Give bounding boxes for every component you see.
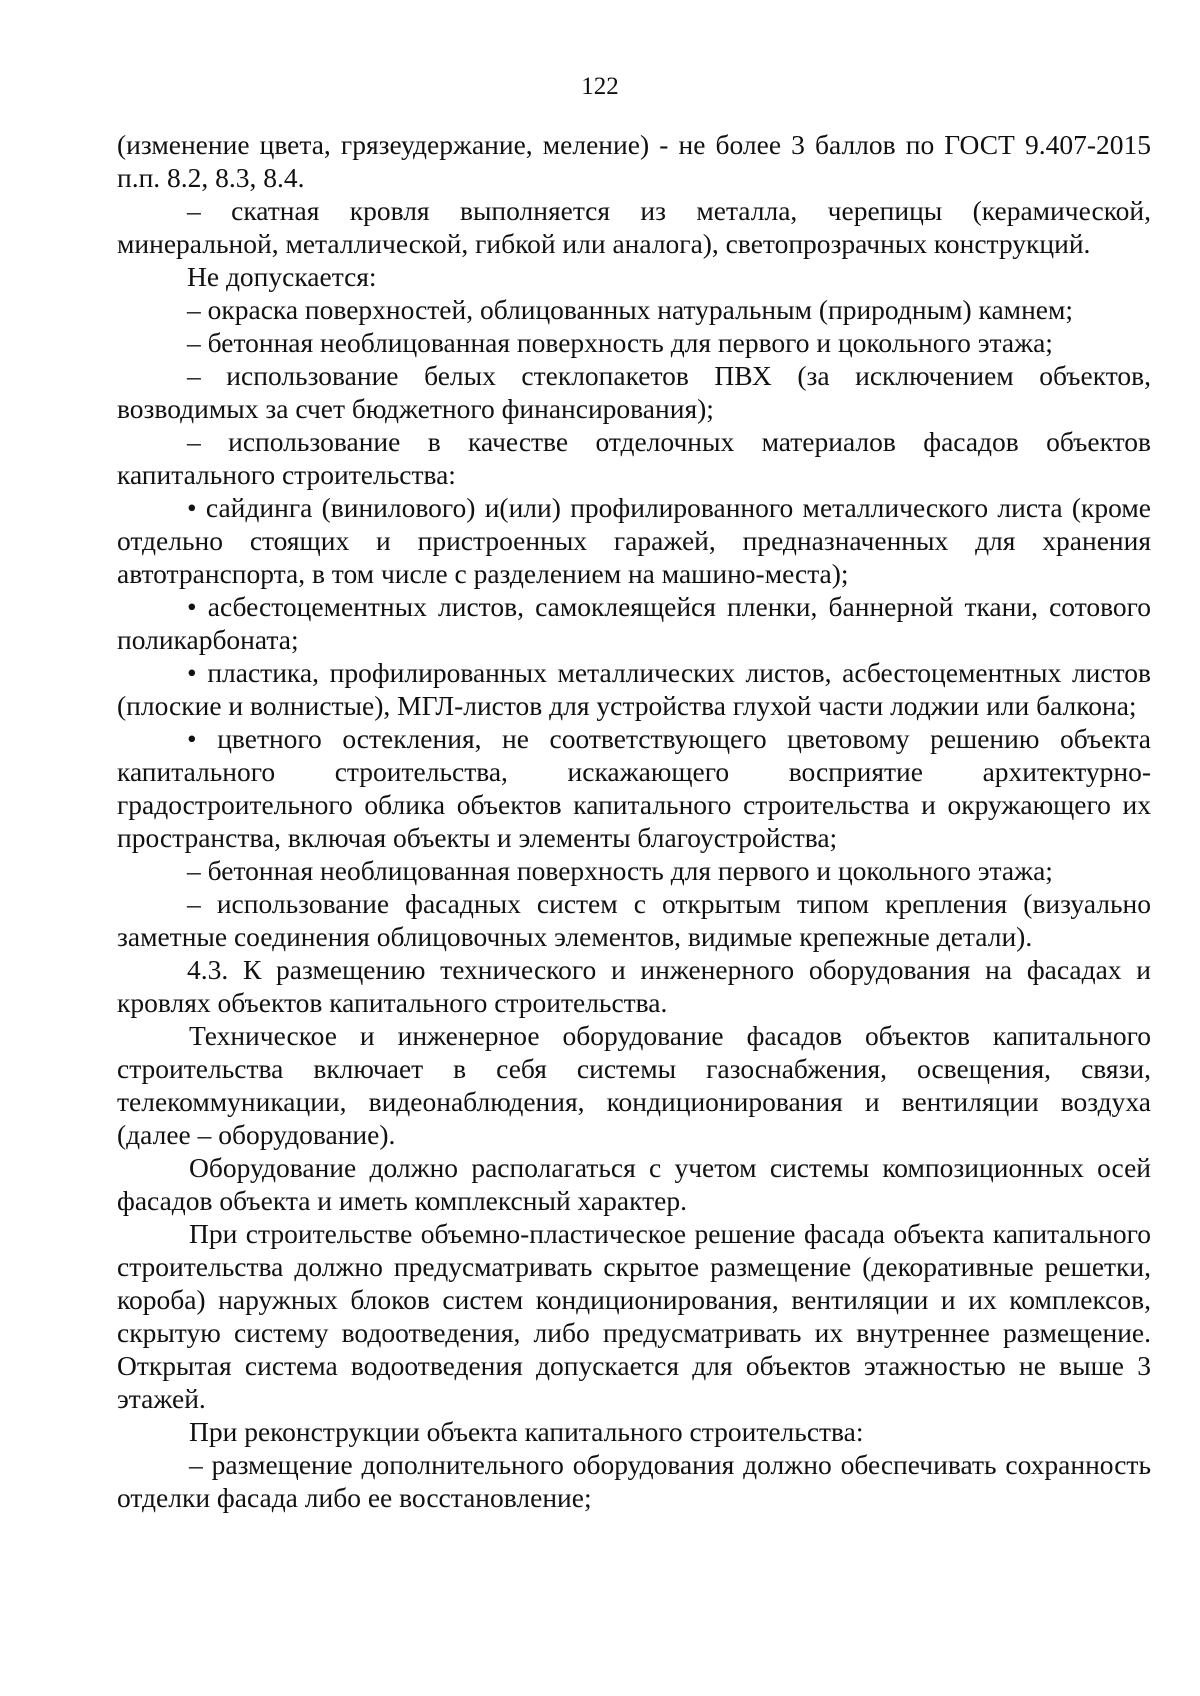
section-heading: 4.3. К размещению технического и инженерного оборудования на фасадах и кровлях объектов капитального строительства. xyxy=(117,954,1151,1018)
bullet-item: • асбестоцементных листов, самоклеящейся пленки, баннерной ткани, сотового поликарбоната; xyxy=(117,591,1151,655)
page-number: 122 xyxy=(581,73,619,100)
list-item: – использование белых стеклопакетов ПВХ (за исключением объектов, возводимых за счет бюджетного финансирования); xyxy=(117,360,1151,424)
paragraph: Техническое и инженерное оборудование фасадов объектов капитального строительства включает в себя системы газоснабжения, освещения, связи, телекоммуникации, видеонаблюдения, кондиционирования и вентиляции воздуха (далее – оборудование). xyxy=(117,1020,1151,1150)
bullet-item: • цветного остекления, не соответствующего цветовому решению объекта капитального строительства, искажающего восприятие архитектурно-градостроительного облика объектов капитального строительства и окружающего их пространства, включая объекты и элементы благоустройства; xyxy=(117,723,1151,853)
paragraph: Не допускается: xyxy=(187,261,377,292)
list-item: – окраска поверхностей, облицованных натуральным (природным) камнем; xyxy=(187,294,1074,325)
list-item: – бетонная необлицованная поверхность для первого и цокольного этажа; xyxy=(187,327,1053,358)
list-item: – размещение дополнительного оборудования должно обеспечивать сохранность отделки фасада либо ее восстановление; xyxy=(117,1449,1151,1513)
bullet-item: • пластика, профилированных металлических листов, асбестоцементных листов (плоские и волнистые), МГЛ-листов для устройства глухой части лоджии или балкона; xyxy=(117,657,1151,721)
list-item: – бетонная необлицованная поверхность для первого и цокольного этажа; xyxy=(187,855,1053,886)
document-body xyxy=(117,128,1151,1514)
list-item: – использование фасадных систем с открытым типом крепления (визуально заметные соединения облицовочных элементов, видимые крепежные детали). xyxy=(117,888,1151,952)
paragraph: При реконструкции объекта капитального строительства: xyxy=(189,1416,864,1447)
bullet-item: • сайдинга (винилового) и(или) профилированного металлического листа (кроме отдельно стоящих и пристроенных гаражей, предназначенных для хранения автотранспорта, в том числе с разделением на машино-места); xyxy=(117,492,1151,589)
paragraph: (изменение цвета, грязеудержание, меление) - не более 3 баллов по ГОСТ 9.407-2015 п.п. 8.2, 8.3, 8.4. xyxy=(117,129,1151,193)
paragraph: Оборудование должно располагаться с учетом системы композиционных осей фасадов объекта и иметь комплексный характер. xyxy=(117,1152,1151,1216)
paragraph: – скатная кровля выполняется из металла, черепицы (керамической, минеральной, металлической, гибкой или аналога), светопрозрачных конструкций. xyxy=(117,195,1151,259)
paragraph: При строительстве объемно-пластическое решение фасада объекта капитального строительства должно предусматривать скрытое размещение (декоративные решетки, короба) наружных блоков систем кондиционирования, вентиляции и их комплексов, скрытую систему водоотведения, либо предусматривать их внутреннее размещение. Открытая система водоотведения допускается для объектов этажностью не выше 3 этажей. xyxy=(117,1218,1151,1414)
list-item: – использование в качестве отделочных материалов фасадов объектов капитального строительства: xyxy=(117,426,1151,490)
